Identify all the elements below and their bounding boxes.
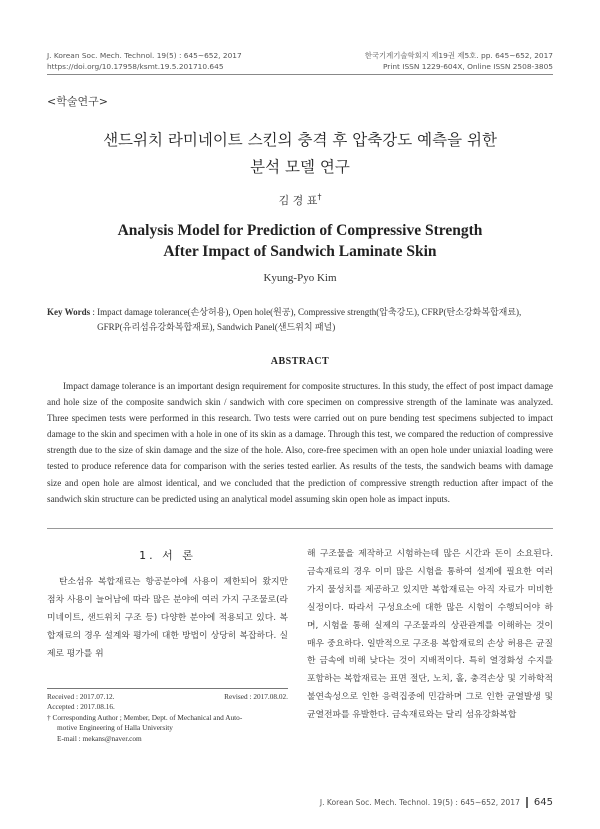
intro-left-column: 탄소섬유 복합재료는 항공분야에 사용이 제한되어 왔지만 점차 사용이 늘어남에 따라 많은 분야에 여러 가지 구조물로(라미네이트, 샌드위치 구조 등) 다양한 분야에 적용되고 있다. 복합재료의 경우 설계와 평가에 대한 방법이 상당히 복잡하다. 실제로 평가를 위: [47, 577, 288, 659]
keywords-separator: :: [90, 307, 98, 317]
journal-citation-ko: 한국기계기술학회지 제19권 제5호. pp. 645~652, 2017: [364, 51, 553, 60]
corresponding-affiliation: motive Engineering of Halla University: [57, 723, 173, 733]
footnote: [47, 692, 288, 744]
author-korean: [0, 192, 600, 208]
journal-citation: J. Korean Soc. Mech. Technol. 19(5) : 645~652, 2017: [47, 51, 242, 60]
title-english-line1: Analysis Model for Prediction of Compressive Strength: [117, 222, 483, 239]
title-english: [0, 220, 600, 262]
running-header-left: [47, 50, 242, 72]
keywords-text: Impact damage tolerance(손상허용), Open hole(원공), Compressive strength(압축강도), CFRP(탄소강화복합재료), GFRP(유리섬유강화복합재료), Sandwich Panel(샌드위치 패널): [97, 307, 522, 332]
corresponding-author: † Corresponding Author ; Member, Dept. of Mechanical and Auto-: [47, 712, 243, 722]
keywords: [47, 305, 553, 335]
abstract-body: Impact damage tolerance is an important design requirement for composite structures. In this study, the effect of post impact damage and hole size of the composite sandwich skin / sandwich with core specimen on compressive strength of the laminate was analyzed. Three specimen tests were performed in this research. Two tests were carried out on pure bending test specimens subjected to impact damage to the skin and specimen with a hole in one of its skin as a damage. Through this test, we compared the reduction of compressive strength due to the size of skin damage and the size of the hole. Also, core-free specimen with an open hole under uniaxial loading were tested to produce reference data for comparison with the series tested earlier. As results of the tests, the sandwich beams with damage size and open hole are almost identical, and we concluded that the prediction of compressive strength reduction after impact of the sandwich skin structure can be predicted using an analytical model assuming skin open hole as impact inputs.: [47, 381, 553, 504]
running-header-right: [365, 50, 553, 72]
corresponding-mark: †: [317, 192, 322, 202]
accepted-date: Accepted : 2017.08.16.: [47, 702, 115, 712]
revised-date: Revised : 2017.08.02.: [224, 692, 288, 701]
footer-separator: [526, 797, 528, 808]
author-english: Kyung-Pyo Kim: [263, 272, 337, 284]
footer-citation: J. Korean Soc. Mech. Technol. 19(5) : 645~652, 2017: [319, 798, 520, 807]
header-divider: [47, 74, 553, 75]
doi-link[interactable]: https://doi.org/10.17958/ksmt.19.5.201710.645: [47, 62, 224, 71]
title-korean-line2: 분석 모델 연구: [250, 158, 350, 176]
section-label: <학술연구>: [47, 95, 108, 108]
abstract-heading: ABSTRACT: [270, 356, 330, 367]
page-footer: [320, 797, 553, 808]
intro-right-column: 해 구조물을 제작하고 시험하는데 많은 시간과 돈이 소요된다. 금속재료의 경우 이미 많은 시험을 통하여 설계에 필요한 여러 가지 물성치를 제공하고 있지만 복합재료는 아직 자료가 미비한 실정이다. 따라서 구성요소에 대한 많은 시험이 수행되어야 하며, 시험을 통해 실제의 구조물과의 상관관계를 이해하는 것이 매우 중요하다. 일반적으로 구조용 복합재료의 손상 허용은 균질 한 금속에 비해 낮다는 것이 지배적이다. 특히 열경화성 수지를 포함하는 복합재료는 표면 절단, 노치, 홀, 충격손상 및 기하학적 불연속성으로 인한 응력집중에 민감하며 그로 인한 균열발생 및 균열전파를 유발한다. 금속재료와는 달리 섬유강화복합: [307, 549, 553, 721]
abstract-divider: [47, 528, 553, 529]
page-number: 645: [533, 797, 553, 808]
title-english-line2: After Impact of Sandwich Laminate Skin: [163, 243, 437, 260]
author-korean-name: 김 경 표: [278, 194, 318, 207]
received-date: Received : 2017.07.12.: [47, 692, 115, 701]
title-korean: [0, 127, 600, 181]
author-email[interactable]: E-mail : mekans@naver.com: [57, 733, 142, 743]
issn: Print ISSN 1229-604X, Online ISSN 2508-3805: [382, 62, 553, 71]
keywords-label: Key Words: [47, 307, 91, 317]
footnote-divider: [47, 688, 288, 689]
intro-heading: 1. 서 론: [139, 549, 196, 562]
title-korean-line1: 샌드위치 라미네이트 스킨의 충격 후 압축강도 예측을 위한: [103, 131, 497, 149]
